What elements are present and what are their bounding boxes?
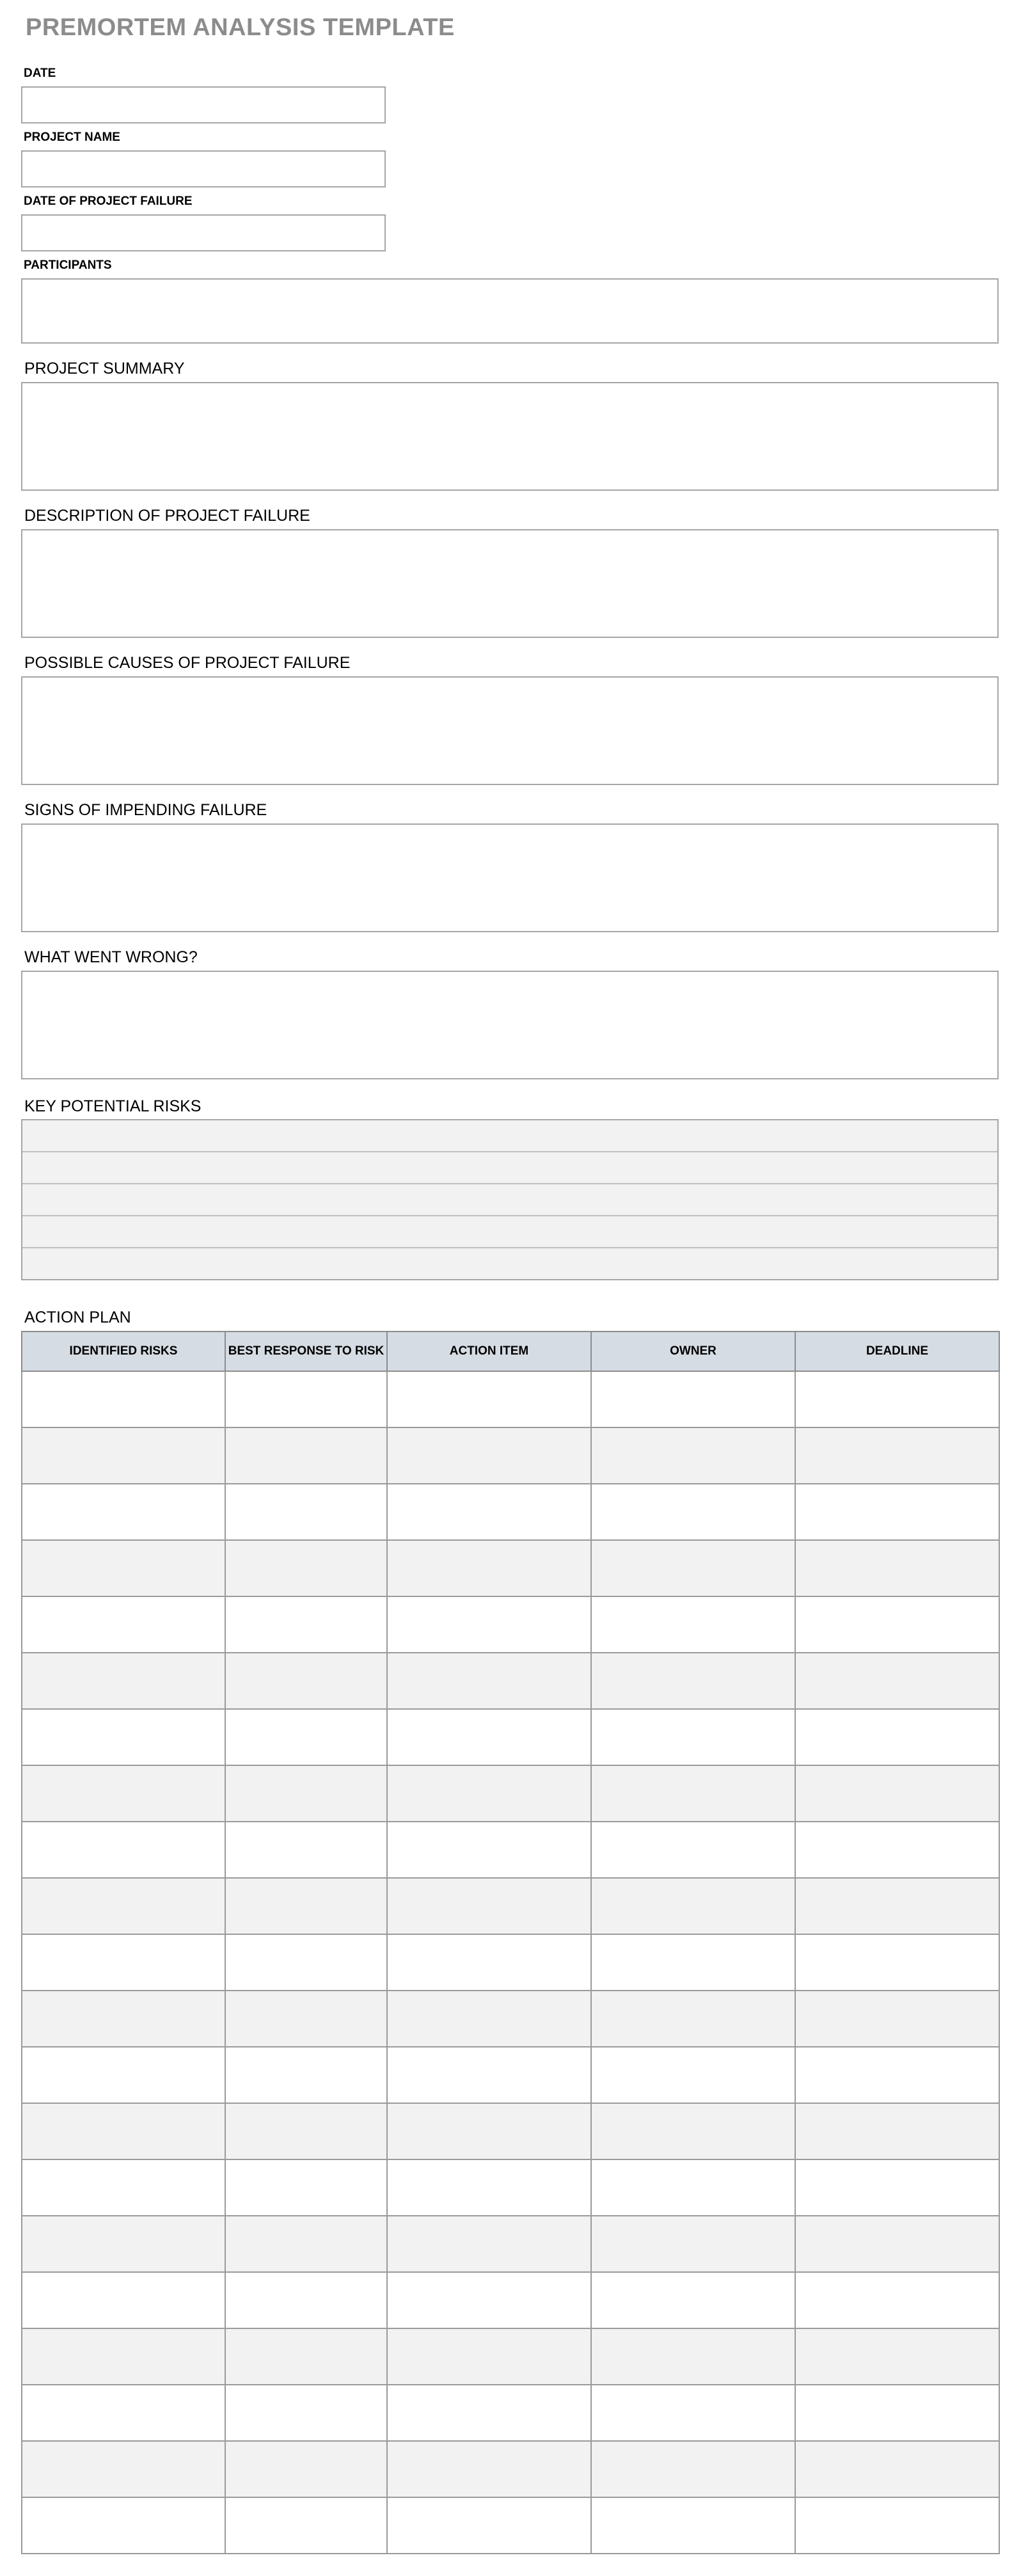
owner-cell[interactable] — [591, 1596, 795, 1653]
owner-cell[interactable] — [591, 1765, 795, 1822]
owner-cell[interactable] — [591, 2497, 795, 2554]
table-row — [22, 1934, 999, 1991]
identified-risks-cell[interactable] — [22, 1822, 225, 1878]
page-title: PREMORTEM ANALYSIS TEMPLATE — [26, 14, 455, 41]
description-failure-field[interactable] — [21, 529, 999, 638]
deadline-cell[interactable] — [795, 1878, 999, 1934]
action-item-cell[interactable] — [387, 2272, 591, 2328]
best-response-cell[interactable] — [225, 2216, 387, 2272]
table-row — [22, 2103, 999, 2159]
identified-risks-cell[interactable] — [22, 2385, 225, 2441]
action-item-cell[interactable] — [387, 1934, 591, 1991]
project-name-field[interactable] — [21, 150, 386, 187]
deadline-cell[interactable] — [795, 1653, 999, 1709]
project-summary-label: PROJECT SUMMARY — [24, 360, 185, 378]
identified-risks-cell[interactable] — [22, 2103, 225, 2159]
action-item-cell[interactable] — [387, 1484, 591, 1540]
best-response-cell[interactable] — [225, 1878, 387, 1934]
action-item-cell[interactable] — [387, 2103, 591, 2159]
table-row — [22, 1878, 999, 1934]
what-went-wrong-label: WHAT WENT WRONG? — [24, 948, 198, 966]
deadline-cell[interactable] — [795, 1822, 999, 1878]
table-row — [22, 1484, 999, 1540]
best-response-cell[interactable] — [225, 2441, 387, 2497]
risk-row[interactable] — [22, 1184, 997, 1216]
risk-row[interactable] — [22, 1248, 997, 1279]
deadline-cell[interactable] — [795, 1540, 999, 1596]
best-response-cell[interactable] — [225, 2103, 387, 2159]
action-item-cell[interactable] — [387, 2497, 591, 2554]
action-item-cell[interactable] — [387, 1540, 591, 1596]
owner-cell[interactable] — [591, 1934, 795, 1991]
table-row — [22, 1653, 999, 1709]
deadline-cell[interactable] — [795, 2385, 999, 2441]
failure-date-field[interactable] — [21, 214, 386, 251]
participants-field[interactable] — [21, 278, 999, 344]
table-row — [22, 2328, 999, 2385]
owner-cell[interactable] — [591, 2047, 795, 2103]
owner-cell[interactable] — [591, 1653, 795, 1709]
col-best-response: BEST RESPONSE TO RISK — [225, 1332, 387, 1371]
best-response-cell[interactable] — [225, 1484, 387, 1540]
deadline-cell[interactable] — [795, 1765, 999, 1822]
owner-cell[interactable] — [591, 1709, 795, 1765]
owner-cell[interactable] — [591, 1878, 795, 1934]
owner-cell[interactable] — [591, 1371, 795, 1427]
table-row — [22, 1709, 999, 1765]
action-item-cell[interactable] — [387, 1371, 591, 1427]
possible-causes-field[interactable] — [21, 676, 999, 785]
best-response-cell[interactable] — [225, 1371, 387, 1427]
key-risks-label: KEY POTENTIAL RISKS — [24, 1097, 202, 1115]
owner-cell[interactable] — [591, 2328, 795, 2385]
identified-risks-cell[interactable] — [22, 1878, 225, 1934]
best-response-cell[interactable] — [225, 2272, 387, 2328]
best-response-cell[interactable] — [225, 1822, 387, 1878]
signs-failure-field[interactable] — [21, 823, 999, 932]
action-item-cell[interactable] — [387, 1653, 591, 1709]
action-item-cell[interactable] — [387, 2159, 591, 2216]
col-action-item: ACTION ITEM — [387, 1332, 591, 1371]
best-response-cell[interactable] — [225, 2385, 387, 2441]
deadline-cell[interactable] — [795, 1371, 999, 1427]
action-item-cell[interactable] — [387, 1596, 591, 1653]
action-plan-header-row — [22, 1332, 999, 1371]
action-item-cell[interactable] — [387, 2328, 591, 2385]
owner-cell[interactable] — [591, 2272, 795, 2328]
action-plan-body — [22, 1371, 999, 2554]
owner-cell[interactable] — [591, 2159, 795, 2216]
deadline-cell[interactable] — [795, 1709, 999, 1765]
deadline-cell[interactable] — [795, 2441, 999, 2497]
deadline-cell[interactable] — [795, 1934, 999, 1991]
date-field[interactable] — [21, 86, 386, 123]
table-row — [22, 2159, 999, 2216]
deadline-cell[interactable] — [795, 2103, 999, 2159]
identified-risks-cell[interactable] — [22, 1427, 225, 1484]
best-response-cell[interactable] — [225, 1765, 387, 1822]
identified-risks-cell[interactable] — [22, 1653, 225, 1709]
action-plan-table — [21, 1331, 1000, 2554]
identified-risks-cell[interactable] — [22, 2159, 225, 2216]
deadline-cell[interactable] — [795, 1427, 999, 1484]
signs-failure-label: SIGNS OF IMPENDING FAILURE — [24, 801, 267, 819]
possible-causes-label: POSSIBLE CAUSES OF PROJECT FAILURE — [24, 654, 351, 672]
deadline-cell[interactable] — [795, 2047, 999, 2103]
best-response-cell[interactable] — [225, 2047, 387, 2103]
table-row — [22, 2216, 999, 2272]
best-response-cell[interactable] — [225, 1596, 387, 1653]
deadline-cell[interactable] — [795, 1991, 999, 2047]
identified-risks-cell[interactable] — [22, 1540, 225, 1596]
identified-risks-cell[interactable] — [22, 1934, 225, 1991]
best-response-cell[interactable] — [225, 1540, 387, 1596]
deadline-cell[interactable] — [795, 2159, 999, 2216]
identified-risks-cell[interactable] — [22, 2497, 225, 2554]
identified-risks-cell[interactable] — [22, 2272, 225, 2328]
action-item-cell[interactable] — [387, 2216, 591, 2272]
identified-risks-cell[interactable] — [22, 1765, 225, 1822]
table-row — [22, 1371, 999, 1427]
identified-risks-cell[interactable] — [22, 1371, 225, 1427]
identified-risks-cell[interactable] — [22, 1991, 225, 2047]
project-summary-field[interactable] — [21, 382, 999, 491]
action-plan-label: ACTION PLAN — [24, 1308, 131, 1326]
table-row — [22, 2385, 999, 2441]
failure-date-label: DATE OF PROJECT FAILURE — [24, 195, 193, 208]
key-risks-list — [21, 1119, 999, 1280]
owner-cell[interactable] — [591, 1822, 795, 1878]
deadline-cell[interactable] — [795, 2328, 999, 2385]
table-row — [22, 1765, 999, 1822]
deadline-cell[interactable] — [795, 2497, 999, 2554]
owner-cell[interactable] — [591, 2385, 795, 2441]
deadline-cell[interactable] — [795, 2272, 999, 2328]
table-row — [22, 1427, 999, 1484]
identified-risks-cell[interactable] — [22, 1484, 225, 1540]
owner-cell[interactable] — [591, 2441, 795, 2497]
action-item-cell[interactable] — [387, 2047, 591, 2103]
col-identified-risks: IDENTIFIED RISKS — [22, 1332, 225, 1371]
owner-cell[interactable] — [591, 2103, 795, 2159]
what-went-wrong-field[interactable] — [21, 971, 999, 1079]
col-deadline: DEADLINE — [795, 1332, 999, 1371]
best-response-cell[interactable] — [225, 2328, 387, 2385]
action-item-cell[interactable] — [387, 1991, 591, 2047]
deadline-cell[interactable] — [795, 1596, 999, 1653]
owner-cell[interactable] — [591, 1427, 795, 1484]
best-response-cell[interactable] — [225, 1709, 387, 1765]
table-row — [22, 1822, 999, 1878]
col-owner: OWNER — [591, 1332, 795, 1371]
project-name-label: PROJECT NAME — [24, 131, 120, 144]
action-item-cell[interactable] — [387, 1427, 591, 1484]
identified-risks-cell[interactable] — [22, 1709, 225, 1765]
table-row — [22, 2272, 999, 2328]
owner-cell[interactable] — [591, 2216, 795, 2272]
risk-row[interactable] — [22, 1120, 997, 1152]
table-row — [22, 2441, 999, 2497]
date-label: DATE — [24, 67, 56, 80]
best-response-cell[interactable] — [225, 2497, 387, 2554]
identified-risks-cell[interactable] — [22, 2047, 225, 2103]
owner-cell[interactable] — [591, 1991, 795, 2047]
action-item-cell[interactable] — [387, 1878, 591, 1934]
deadline-cell[interactable] — [795, 1484, 999, 1540]
best-response-cell[interactable] — [225, 1427, 387, 1484]
identified-risks-cell[interactable] — [22, 1596, 225, 1653]
best-response-cell[interactable] — [225, 1991, 387, 2047]
owner-cell[interactable] — [591, 1484, 795, 1540]
table-row — [22, 1991, 999, 2047]
best-response-cell[interactable] — [225, 1934, 387, 1991]
action-item-cell[interactable] — [387, 1765, 591, 1822]
risk-row[interactable] — [22, 1216, 997, 1248]
table-row — [22, 2047, 999, 2103]
identified-risks-cell[interactable] — [22, 2216, 225, 2272]
action-item-cell[interactable] — [387, 1709, 591, 1765]
table-row — [22, 2497, 999, 2554]
best-response-cell[interactable] — [225, 1653, 387, 1709]
risk-row[interactable] — [22, 1152, 997, 1184]
identified-risks-cell[interactable] — [22, 2441, 225, 2497]
description-failure-label: DESCRIPTION OF PROJECT FAILURE — [24, 507, 310, 525]
table-row — [22, 1540, 999, 1596]
owner-cell[interactable] — [591, 1540, 795, 1596]
action-item-cell[interactable] — [387, 2385, 591, 2441]
identified-risks-cell[interactable] — [22, 2328, 225, 2385]
deadline-cell[interactable] — [795, 2216, 999, 2272]
action-item-cell[interactable] — [387, 1822, 591, 1878]
action-item-cell[interactable] — [387, 2441, 591, 2497]
participants-label: PARTICIPANTS — [24, 258, 112, 272]
table-row — [22, 1596, 999, 1653]
best-response-cell[interactable] — [225, 2159, 387, 2216]
